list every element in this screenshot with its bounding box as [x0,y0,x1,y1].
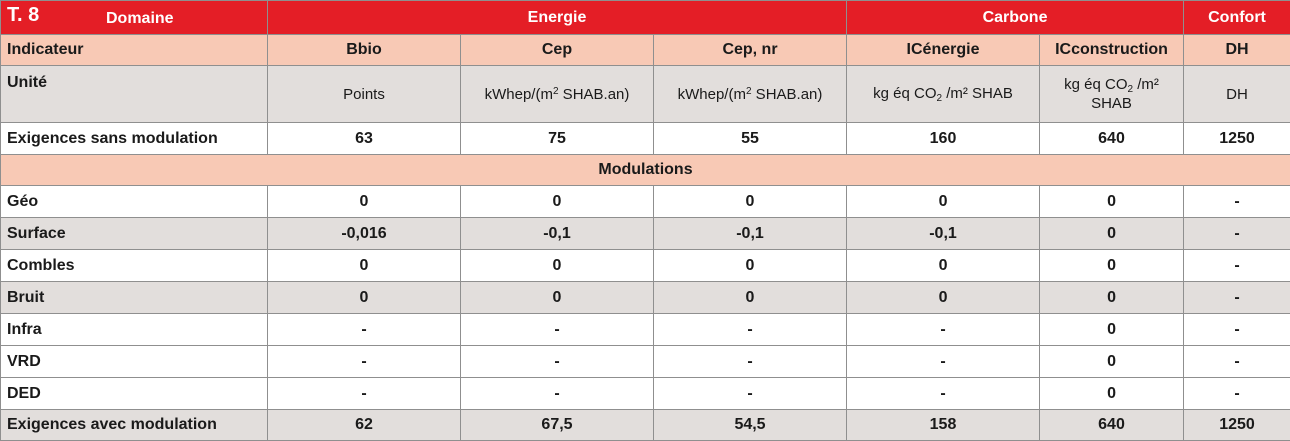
group-energie: Energie [268,1,847,35]
table-cell: - [654,314,847,346]
domain-header-row [1,1,1290,35]
table-cell: 0 [654,186,847,218]
table-cell: - [847,346,1040,378]
row-label: Surface [1,218,268,250]
table-cell: 63 [268,123,461,155]
table-cell: 62 [268,410,461,441]
table-row [1,346,1290,378]
table-cell: 0 [461,282,654,314]
table-cell: - [1184,250,1290,282]
table-cell: 0 [268,186,461,218]
table-cell: 0 [1040,186,1184,218]
table-cell: 0 [268,282,461,314]
modulations-title: Modulations [1,155,1290,186]
table-cell: 75 [461,123,654,155]
row-label: VRD [1,346,268,378]
exigences-sans-row [1,123,1290,155]
table-cell: - [268,378,461,410]
table-cell: - [1184,186,1290,218]
unit-icconstruction: kg éq $CO_2$ /m² SHAB [1040,66,1184,123]
indicateur-row [1,35,1290,66]
table-row [1,282,1290,314]
row-label: Infra [1,314,268,346]
table-cell: 0 [1040,314,1184,346]
table-cell: -0,1 [654,218,847,250]
table-cell: 160 [847,123,1040,155]
indicator-dh: DH [1184,35,1290,66]
table-cell: -0,1 [847,218,1040,250]
table-cell: 0 [1040,378,1184,410]
row-label: Géo [1,186,268,218]
table-cell: - [1184,346,1290,378]
indicator-icenergie: ICénergie [847,35,1040,66]
table-cell: - [461,378,654,410]
unit-cep: kWhep/($m^2$ SHAB.an) [461,66,654,123]
table-cell: - [268,314,461,346]
table-cell: - [461,314,654,346]
table-cell: - [1184,378,1290,410]
row-label: Exigences avec modulation [1,410,268,441]
table-cell: - [847,314,1040,346]
table-cell: 0 [461,250,654,282]
indicator-cep-nr: Cep, nr [654,35,847,66]
unite-row [1,66,1290,123]
table-cell: 67,5 [461,410,654,441]
table-cell: 0 [268,250,461,282]
table-cell: 0 [847,282,1040,314]
table-cell: 0 [1040,250,1184,282]
table-cell: - [268,346,461,378]
row-label: Bruit [1,282,268,314]
unit-dh: DH [1184,66,1290,123]
indicator-cep: Cep [461,35,654,66]
row-label: Indicateur [1,35,268,66]
unit-icenergie: kg éq $CO_2$ /m² SHAB [847,66,1040,123]
table-cell: 0 [1040,218,1184,250]
table-cell: -0,016 [268,218,461,250]
indicator-icconstruction: ICconstruction [1040,35,1184,66]
table-row [1,314,1290,346]
table-cell: 640 [1040,410,1184,441]
row-label: Unité [1,66,268,123]
table-cell: 158 [847,410,1040,441]
table-cell: - [1184,314,1290,346]
group-carbone: Carbone [847,1,1184,35]
table-cell: 0 [1040,282,1184,314]
table-cell: 0 [654,282,847,314]
table-cell: - [847,378,1040,410]
group-confort: Confort [1184,1,1290,35]
table-row [1,186,1290,218]
domain-header-cell [1,1,268,35]
table-cell: 55 [654,123,847,155]
indicator-bbio: Bbio [268,35,461,66]
table-cell: - [654,346,847,378]
table-cell: - [654,378,847,410]
table-cell: 0 [847,250,1040,282]
row-label: Combles [1,250,268,282]
table-cell: 54,5 [654,410,847,441]
table-number: T. 8 [7,4,39,27]
table-cell: 1250 [1184,410,1290,441]
exigences-avec-row [1,410,1290,441]
row-label: DED [1,378,268,410]
table-row [1,250,1290,282]
table-cell: 1250 [1184,123,1290,155]
table-cell: 0 [654,250,847,282]
unit-cep-nr: kWhep/($m^2$ SHAB.an) [654,66,847,123]
domain-label: Domaine [106,10,174,28]
modulations-header-row [1,155,1290,186]
table-cell: - [1184,218,1290,250]
table-cell: 0 [1040,346,1184,378]
table-cell: - [461,346,654,378]
table-row [1,378,1290,410]
table-row [1,218,1290,250]
unit-bbio: Points [268,66,461,123]
row-label: Exigences sans modulation [1,123,268,155]
table-cell: -0,1 [461,218,654,250]
table-cell: 0 [847,186,1040,218]
table-cell: 640 [1040,123,1184,155]
table-cell: 0 [461,186,654,218]
table-cell: - [1184,282,1290,314]
